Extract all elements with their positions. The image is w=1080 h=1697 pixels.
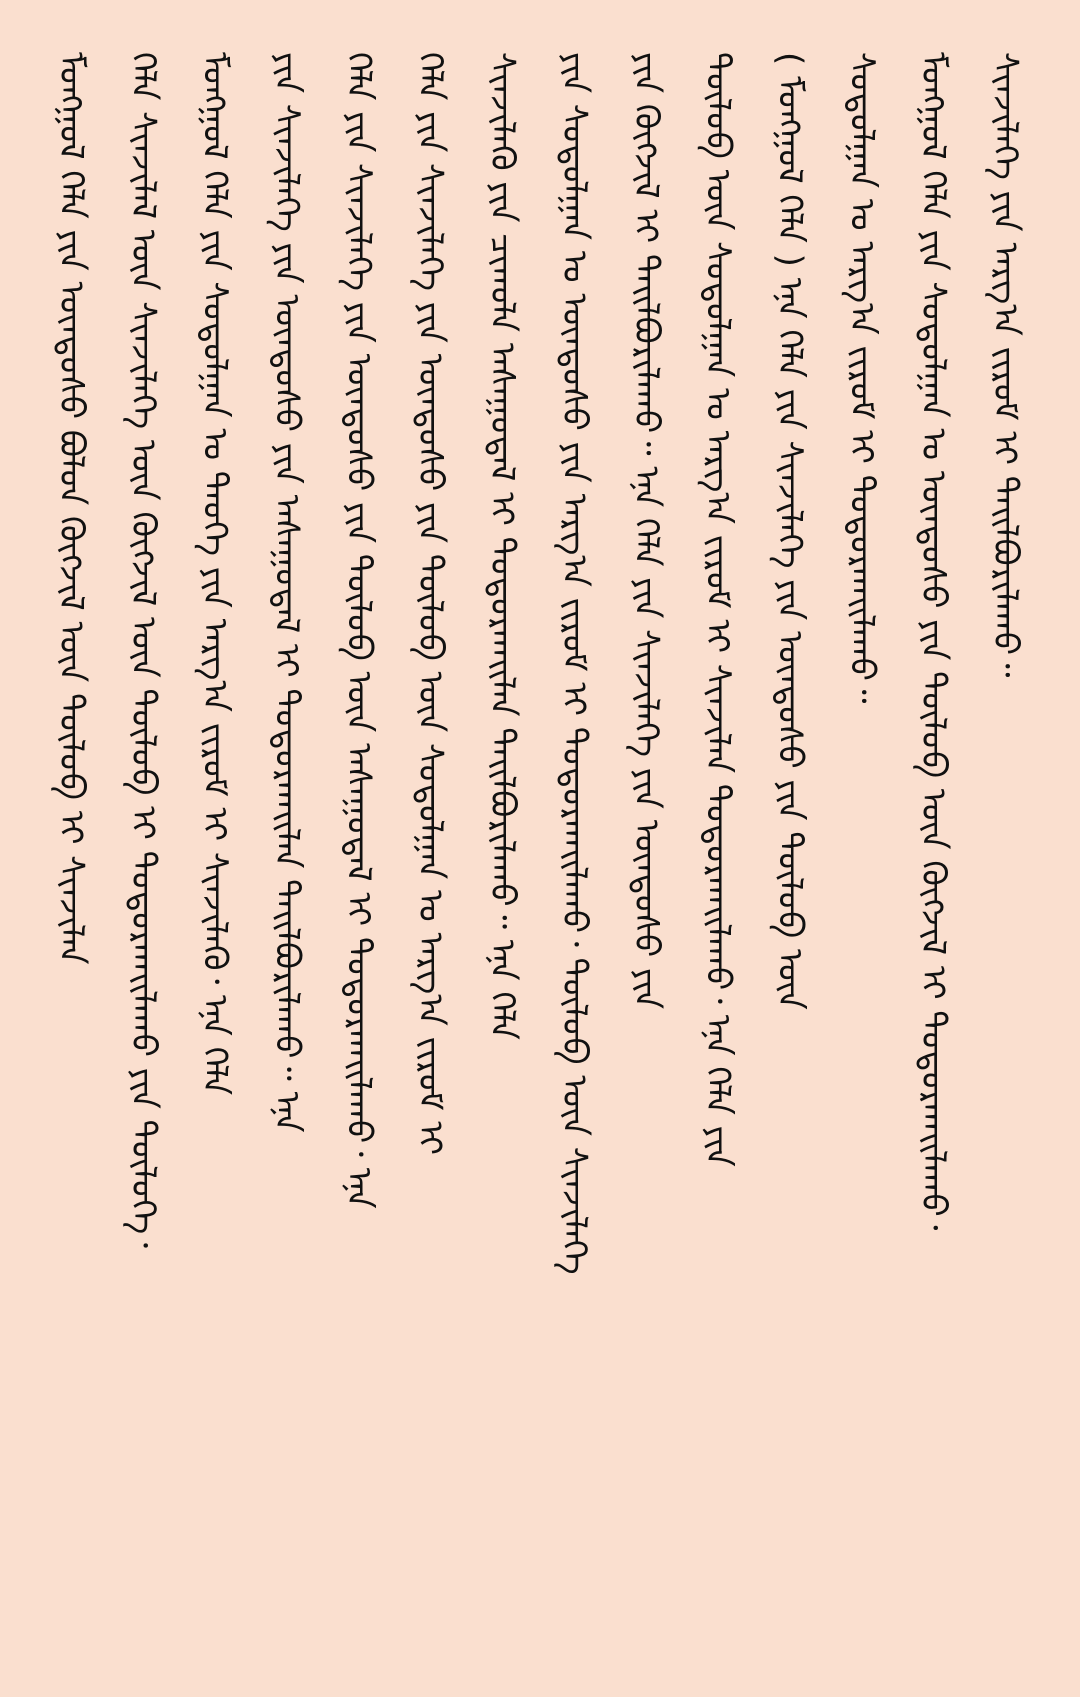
text-column-13: ᠮᠣᠩᠭᠣᠯ ᠬᠡᠯᠡ ᠶᠢᠨ ᠰᠤᠳᠤᠯᠭᠠᠨ ᠤ ᠦᠨᠳᠦᠰᠦ ᠶᠢᠨ ᠲᠥᠯᠥᠪ ᠦᠨ ᠬᠥᠭᠵᠢᠯ ᠢ ᠲᠣᠳᠤᠷᠬᠠᠢᠯᠠᠬᠤ᠂ — [913, 52, 954, 1231]
text-column-11: ( ᠮᠣᠩᠭᠣᠯ ᠬᠡᠯᠡ ) ᠡᠨᠡ ᠬᠡᠯᠡ ᠶᠢᠨ ᠰᠢᠨᠵᠢᠯᠡᠭᠡ ᠶᠢᠨ ᠦᠨᠳᠦᠰᠦ ᠶᠢᠨ ᠲᠥᠯᠥᠪ ᠦᠨ — [769, 52, 810, 1010]
text-column-2: ᠬᠡᠯᠡ ᠰᠢᠨᠵᠢᠯᠡᠯ ᠦᠨ ᠰᠢᠨᠵᠢᠯᠡᠭᠡ ᠦᠨ ᠬᠥᠭᠵᠢᠯ ᠦᠨ ᠲᠥᠯᠥᠪ ᠢ ᠲᠣᠳᠤᠷᠬᠠᠢᠯᠠᠬᠤ ᠶᠢᠨ ᠲᠥᠯᠥᠭᠡ᠂ — [122, 52, 163, 1248]
text-column-14: ᠰᠢᠨᠵᠢᠯᠡᠭᠡ ᠶᠢᠨ ᠠᠷᠭ᠎ᠠ ᠵᠢᠷᠤᠮ ᠢ ᠲᠠᠢᠯᠪᠤᠷᠢᠯᠠᠬᠤ᠃ — [984, 52, 1025, 678]
text-column-1: ᠮᠣᠩᠭᠣᠯ ᠬᠡᠯᠡ ᠶᠢᠨ ᠦᠨᠳᠦᠰᠦ ᠪᠣᠯᠤᠨ ᠬᠥᠭᠵᠢᠯ ᠦᠨ ᠲᠥᠯᠥᠪ ᠢ ᠰᠢᠨᠵᠢᠯᠡᠨ — [51, 52, 91, 965]
text-column-3: ᠮᠣᠩᠭᠣᠯ ᠬᠡᠯᠡ ᠶᠢᠨ ᠰᠤᠳᠤᠯᠭᠠᠨ ᠤ ᠲᠡᠦᠬᠡ ᠶᠢᠨ ᠠᠷᠭ᠎ᠠ ᠵᠢᠷᠤᠮ ᠢ ᠰᠢᠨᠵᠢᠯᠡᠬᠦ᠂ ᠡᠨᠡ ᠬᠡᠯᠡ — [194, 52, 235, 1096]
text-column-9: ᠶᠢᠨ ᠬᠥᠭᠵᠢᠯ ᠢ ᠲᠠᠢᠯᠪᠤᠷᠢᠯᠠᠬᠤ᠃ ᠡᠨᠡ ᠬᠡᠯᠡ ᠶᠢᠨ ᠰᠢᠨᠵᠢᠯᠡᠭᠡ ᠶᠢᠨ ᠦᠨᠳᠦᠰᠦ ᠶᠢᠨ — [625, 52, 666, 1010]
text-column-12: ᠰᠤᠳᠤᠯᠭᠠᠨ ᠤ ᠠᠷᠭ᠎ᠠ ᠵᠢᠷᠤᠮ ᠢ ᠲᠣᠳᠤᠷᠬᠠᠢᠯᠠᠬᠤ᠃ — [841, 52, 882, 704]
vertical-text-block — [38, 52, 1038, 1662]
text-column-4: ᠶᠢᠨ ᠰᠢᠨᠵᠢᠯᠡᠭᠡ ᠶᠢᠨ ᠦᠨᠳᠦᠰᠦ ᠶᠢᠨ ᠠᠰᠠᠭᠤᠳᠠᠯ ᠢ ᠲᠣᠳᠤᠷᠬᠠᠢᠯᠠᠨ ᠲᠠᠢᠯᠪᠤᠷᠢᠯᠠᠬᠤ᠃ ᠡᠨᠡ — [266, 52, 307, 1133]
text-column-6: ᠬᠡᠯᠡ ᠶᠢᠨ ᠰᠢᠨᠵᠢᠯᠡᠭᠡ ᠶᠢᠨ ᠦᠨᠳᠦᠰᠦ ᠶᠢᠨ ᠲᠥᠯᠥᠪ ᠦᠨ ᠰᠤᠳᠤᠯᠭᠠᠨ ᠤ ᠠᠷᠭ᠎ᠠ ᠵᠢᠷᠤᠮ ᠢ — [410, 52, 451, 1156]
text-column-8: ᠶᠢᠨ ᠰᠤᠳᠤᠯᠭᠠᠨ ᠤ ᠦᠨᠳᠦᠰᠦ ᠶᠢᠨ ᠠᠷᠭ᠎ᠠ ᠵᠢᠷᠤᠮ ᠢ ᠲᠣᠳᠤᠷᠬᠠᠢᠯᠠᠬᠤ᠂ ᠲᠥᠯᠥᠪ ᠦᠨ ᠰᠢᠨᠵᠢᠯᠡᠭᠡ — [553, 52, 594, 1275]
text-column-7: ᠰᠢᠨᠵᠢᠯᠡᠬᠦ ᠶᠢᠨ ᠴᠢᠬᠤᠯᠠ ᠠᠰᠠᠭᠤᠳᠠᠯ ᠢ ᠲᠣᠳᠤᠷᠬᠠᠢᠯᠠᠨ ᠲᠠᠢᠯᠪᠤᠷᠢᠯᠠᠬᠤ᠃ ᠡᠨᠡ ᠬᠡᠯᠡ — [482, 52, 523, 1040]
text-column-10: ᠲᠥᠯᠥᠪ ᠦᠨ ᠰᠤᠳᠤᠯᠭᠠᠨ ᠤ ᠠᠷᠭ᠎ᠠ ᠵᠢᠷᠤᠮ ᠢ ᠰᠢᠨᠵᠢᠯᠡᠨ ᠲᠣᠳᠤᠷᠬᠠᠢᠯᠠᠬᠤ᠂ ᠡᠨᠡ ᠬᠡᠯᠡ ᠶᠢᠨ — [697, 52, 738, 1167]
text-column-5: ᠬᠡᠯᠡ ᠶᠢᠨ ᠰᠢᠨᠵᠢᠯᠡᠭᠡ ᠶᠢᠨ ᠦᠨᠳᠦᠰᠦ ᠶᠢᠨ ᠲᠥᠯᠥᠪ ᠦᠨ ᠠᠰᠠᠭᠤᠳᠠᠯ ᠢ ᠲᠣᠳᠤᠷᠬᠠᠢᠯᠠᠬᠤ᠂ ᠡᠨᠡ — [338, 52, 379, 1209]
